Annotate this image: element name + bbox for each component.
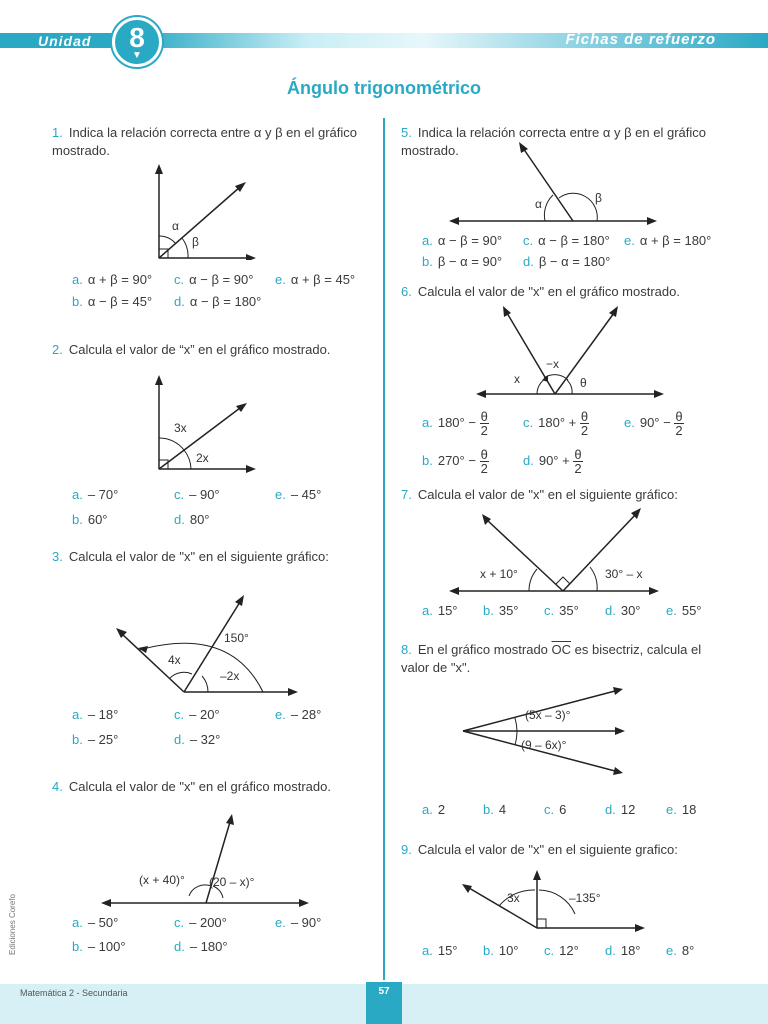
question-number: 6. — [401, 284, 412, 299]
figure-1 — [150, 160, 260, 260]
angle-label: 30° – x — [605, 567, 643, 581]
option-letter: b. — [483, 603, 494, 618]
question-number: 4. — [52, 779, 63, 794]
option-b[interactable]: 60° — [87, 512, 108, 527]
option-c[interactable]: 12° — [559, 943, 579, 958]
option-letter: b. — [72, 512, 83, 527]
option-b[interactable]: α − β = 45° — [87, 294, 153, 309]
option-letter: d. — [174, 294, 185, 309]
option-letter: b. — [72, 294, 83, 309]
question-8 — [401, 641, 721, 677]
option-b[interactable]: β − α = 90° — [437, 254, 503, 269]
angle-label: 4x — [168, 653, 181, 667]
fraction: $\frac{\theta}{2}$ — [574, 447, 582, 476]
option-letter: b. — [483, 802, 494, 817]
option-letter: b. — [422, 254, 433, 269]
question-number: 7. — [401, 487, 412, 502]
option-b[interactable]: 4 — [498, 802, 507, 817]
option-letter: e. — [275, 915, 286, 930]
option-d[interactable]: 30° — [620, 603, 641, 618]
down-arrow-icon: ▼ — [132, 50, 142, 61]
figure-6 — [470, 300, 670, 405]
option-e[interactable]: 90° − — [639, 414, 671, 430]
option-letter: b. — [72, 939, 83, 954]
option-letter: c. — [544, 603, 555, 618]
option-letter: e. — [666, 802, 677, 817]
option-a[interactable]: – 18° — [87, 707, 119, 722]
alpha-label: α — [535, 197, 542, 211]
option-letter: c. — [174, 707, 185, 722]
option-letter: a. — [422, 802, 433, 817]
question-text: Calcula el valor de "x" en el siguiente grafico: — [417, 842, 678, 857]
option-e[interactable]: α + β = 45° — [290, 272, 356, 287]
unit-label: Unidad — [38, 33, 92, 49]
option-letter: d. — [174, 939, 185, 954]
option-a[interactable]: α + β = 90° — [87, 272, 153, 287]
figure-5 — [445, 138, 665, 228]
option-letter: a. — [72, 707, 83, 722]
question-9 — [401, 841, 721, 859]
angle-label: –135° — [569, 891, 601, 905]
unit-badge — [112, 17, 162, 67]
option-b[interactable]: – 25° — [87, 732, 119, 747]
option-a[interactable]: – 70° — [87, 487, 119, 502]
option-d[interactable]: 80° — [189, 512, 210, 527]
option-letter: d. — [605, 943, 616, 958]
option-letter: e. — [666, 943, 677, 958]
figure-8 — [455, 683, 635, 783]
option-d[interactable]: 12 — [620, 802, 636, 817]
question-7 — [401, 486, 721, 504]
question-2 — [52, 341, 368, 359]
option-d[interactable]: – 32° — [189, 732, 221, 747]
option-d[interactable]: 18° — [620, 943, 641, 958]
fraction: $\frac{\theta}{2}$ — [480, 447, 488, 476]
question-text: Calcula el valor de "x" en el siguiente gráfico: — [68, 549, 329, 564]
option-letter: e. — [666, 603, 677, 618]
angle-label: (20 – x)° — [209, 875, 255, 889]
option-a[interactable]: 15° — [437, 943, 458, 958]
option-e[interactable]: – 45° — [290, 487, 322, 502]
section-label: Fichas de refuerzo — [565, 31, 716, 48]
option-a[interactable]: α − β = 90° — [437, 233, 503, 248]
option-letter: b. — [483, 943, 494, 958]
option-letter: e. — [624, 414, 635, 430]
unit-number: 8 — [129, 22, 145, 53]
option-letter: d. — [174, 732, 185, 747]
angle-label: 2x — [196, 451, 209, 465]
option-letter: a. — [72, 272, 83, 287]
option-e[interactable]: – 90° — [290, 915, 322, 930]
question-number: 8. — [401, 642, 412, 657]
option-letter: a. — [422, 233, 433, 248]
option-letter: e. — [275, 272, 286, 287]
question-number: 9. — [401, 842, 412, 857]
alpha-label: α — [172, 219, 179, 233]
figure-4 — [95, 808, 315, 908]
page-title: Ángulo trigonométrico — [287, 78, 481, 98]
option-c[interactable]: 6 — [559, 802, 567, 817]
angle-label: –2x — [220, 669, 240, 683]
option-letter: e. — [624, 233, 635, 248]
angle-label: x + 10° — [480, 567, 518, 581]
option-c[interactable]: α − β = 90° — [189, 272, 254, 287]
fraction: $\frac{\theta}{2}$ — [580, 409, 589, 438]
publisher-label: Ediciones Corefo — [7, 894, 17, 955]
question-text: es bisectriz, calcula el valor de "x". — [401, 642, 702, 675]
option-c[interactable]: – 200° — [189, 915, 227, 930]
option-letter: c. — [523, 414, 534, 430]
option-e[interactable]: 18 — [681, 802, 697, 817]
option-letter: c. — [174, 915, 185, 930]
figure-2 — [150, 370, 260, 478]
angle-label: (x + 40)° — [139, 873, 185, 887]
figure-3 — [110, 590, 305, 700]
option-letter: c. — [523, 233, 534, 248]
question-text: Calcula el valor de “x” en el gráfico mostrado. — [68, 342, 331, 357]
question-text: Calcula el valor de "x" en el gráfico mostrado. — [68, 779, 331, 794]
option-a[interactable]: 180° − — [437, 414, 476, 430]
option-letter: a. — [72, 915, 83, 930]
option-e[interactable]: 55° — [681, 603, 702, 618]
option-c[interactable]: – 90° — [189, 487, 220, 502]
option-c[interactable]: α − β = 180° — [538, 233, 610, 248]
option-letter: d. — [174, 512, 185, 527]
question-text: Indica la relación correcta entre α y β en el gráfico mostrado. — [52, 125, 357, 158]
option-letter: c. — [544, 943, 555, 958]
option-letter: a. — [72, 487, 83, 502]
option-c[interactable]: 35° — [559, 603, 579, 618]
theta-label: θ — [580, 376, 587, 390]
fraction: $\frac{\theta}{2}$ — [675, 409, 683, 438]
page-number: 57 — [378, 986, 390, 997]
question-6 — [401, 283, 721, 301]
option-letter: d. — [605, 802, 616, 817]
option-d[interactable]: β − α = 180° — [538, 254, 611, 269]
option-d[interactable]: 90° + — [538, 452, 570, 468]
angle-label: x — [514, 372, 520, 386]
angle-label: 150° — [224, 631, 249, 645]
question-4 — [52, 778, 368, 796]
figure-9 — [455, 866, 655, 936]
option-letter: b. — [422, 452, 433, 468]
angle-label: 3x — [174, 421, 187, 435]
option-c[interactable]: – 20° — [189, 707, 220, 722]
figure-7 — [445, 503, 665, 598]
question-text: En el gráfico mostrado — [417, 642, 552, 657]
option-b[interactable]: 10° — [498, 943, 519, 958]
option-letter: a. — [422, 414, 433, 430]
option-e[interactable]: α + β = 180° — [639, 233, 712, 248]
angle-label: (5x – 3)° — [525, 708, 571, 722]
beta-label: β — [192, 235, 199, 249]
option-b[interactable]: 35° — [498, 603, 519, 618]
option-b[interactable]: – 100° — [87, 939, 126, 954]
option-letter: e. — [275, 707, 286, 722]
book-title: Matemática 2 - Secundaria — [20, 988, 128, 998]
beta-label: β — [595, 191, 602, 205]
option-letter: a. — [422, 943, 433, 958]
option-letter: c. — [174, 272, 185, 287]
option-letter: c. — [174, 487, 185, 502]
question-text: Indica la relación correcta entre α y β en el gráfico mostrado. — [401, 125, 706, 158]
question-1 — [52, 124, 368, 160]
angle-label: 3x — [507, 891, 520, 905]
option-letter: e. — [275, 487, 286, 502]
option-a[interactable]: – 50° — [87, 915, 119, 930]
question-number: 5. — [401, 125, 412, 140]
question-3 — [52, 548, 368, 566]
column-divider — [383, 118, 385, 980]
angle-label: (9 – 6x)° — [521, 738, 567, 752]
option-b[interactable]: 270° − — [437, 452, 476, 468]
question-text: Calcula el valor de "x" en el siguiente gráfico: — [417, 487, 678, 502]
fraction: $\frac{\theta}{2}$ — [480, 409, 488, 438]
question-number: 2. — [52, 342, 63, 357]
option-letter: d. — [523, 254, 534, 269]
angle-label: −x — [546, 357, 560, 371]
option-e[interactable]: – 28° — [290, 707, 322, 722]
option-d[interactable]: – 180° — [189, 939, 228, 954]
question-number: 1. — [52, 125, 63, 140]
option-letter: d. — [605, 603, 616, 618]
option-e[interactable]: 8° — [681, 943, 695, 958]
option-letter: a. — [422, 603, 433, 618]
option-a[interactable]: 2 — [437, 802, 446, 817]
option-a[interactable]: 15° — [437, 603, 458, 618]
option-letter: d. — [523, 452, 534, 468]
vector-oc: $\overline{OC}$ — [551, 642, 572, 657]
question-text: Calcula el valor de "x" en el gráfico mostrado. — [417, 284, 680, 299]
question-number: 3. — [52, 549, 63, 564]
option-d[interactable]: α − β = 180° — [189, 294, 262, 309]
option-c[interactable]: 180° + — [538, 414, 577, 430]
option-letter: b. — [72, 732, 83, 747]
option-letter: c. — [544, 802, 555, 817]
